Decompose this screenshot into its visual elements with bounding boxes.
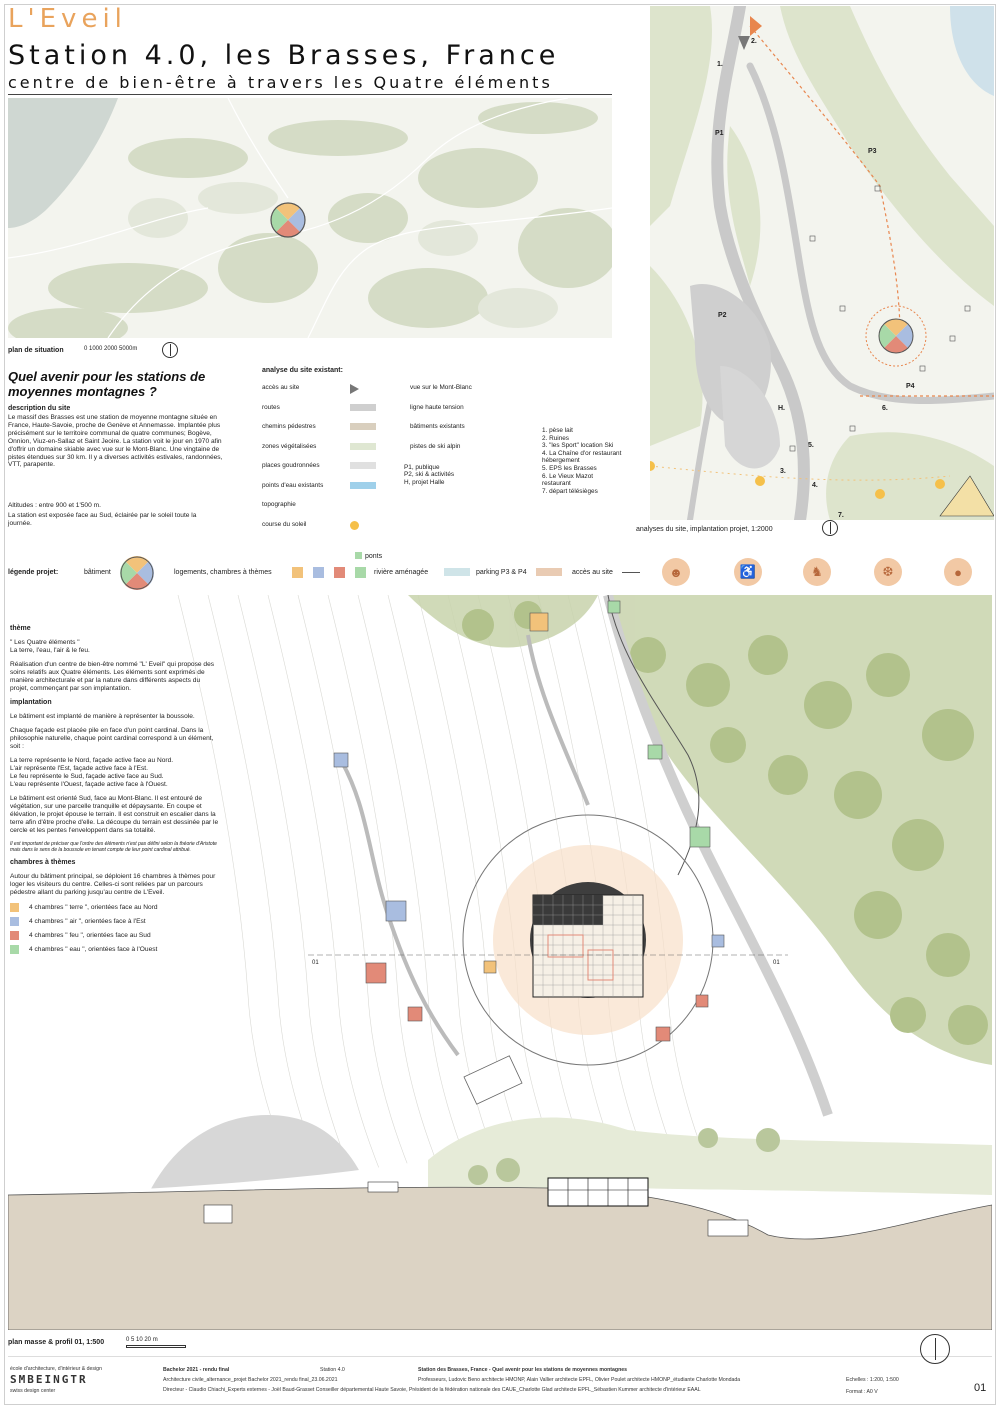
sitemap-label: analyses du site, implantation projet, 1:2000 — [636, 526, 773, 533]
analysis-legend-swatch — [350, 482, 376, 489]
room-swatch-fire — [334, 567, 345, 578]
page-title: Station 4.0, les Brasses, France — [8, 40, 560, 71]
analysis-legend-item — [262, 501, 392, 511]
analysis-legend-label: accès au site — [262, 384, 300, 391]
analysis-legend-item — [262, 482, 392, 492]
analysis-legend-item — [410, 404, 530, 411]
rooms-paragraph: Autour du bâtiment principal, se déploient 16 chambres à thèmes pour loger les visiteurs du centre. Celles-ci sont reliées par un parcours pédestre allant du parking jusqu'au centre de L'Eveil. — [10, 873, 216, 896]
footer-line-3: Directeur - Claudio Chiachi_Experts externes - Joël Baud-Grasset Conseiller départemental Haute Savoie, Président de la fédération nationale des CAUE_Charlotte Glad architecte EPFL_Sébastien Kummer architecte d'intérieur EAAL — [163, 1387, 701, 1393]
analysis-legend-swatch — [350, 423, 376, 430]
analysis-legend-swatch — [350, 501, 376, 508]
room-color-swatch — [10, 917, 19, 926]
analysis-legend-swatch — [350, 462, 376, 469]
site-profile-section — [8, 1100, 992, 1330]
rooms-legend — [10, 903, 220, 954]
page-number: 01 — [974, 1382, 987, 1394]
footer-professors: Professeurs, Ludovic Beno architecte HMONP, Alain Vallier architecte EPFL, Olivier Poulet architecte HMONP_étudiante Charlotte Mondada — [418, 1377, 741, 1383]
analysis-legend-item — [410, 423, 530, 430]
theme-text-column — [10, 625, 220, 959]
main-building-plan — [533, 895, 643, 997]
access-arrow-icon — [622, 572, 640, 573]
map-label-h: H. — [778, 405, 785, 412]
legend-access-label: accès au site — [572, 569, 613, 576]
map-label-p3: P3 — [868, 148, 877, 155]
room-legend-label: 4 chambres " air ", orientées face à l'Est — [29, 918, 146, 925]
map-label-3: 3. — [780, 468, 786, 475]
footer-line-2: Architecture civile_alternance_projet Bachelor 2021_rendu final_23.06.2021 — [163, 1377, 338, 1383]
analysis-legend-item — [410, 443, 530, 450]
analysis-legend-label: pistes de ski alpin — [410, 442, 461, 450]
theme-paragraph: Réalisation d'un centre de bien-être nommé "L' Eveil" qui propose des soins relatifs aux Quatre éléments. Les éléments sont exprimés de manière architecturale et par la nature dans différents aspects du projet, commençant par son implantation. — [10, 661, 215, 692]
analysis-legend-label: zones végétalisées — [262, 442, 317, 450]
river-swatch — [444, 568, 470, 576]
pedestrian-icon: ☻ — [662, 558, 690, 586]
room-color-swatch — [10, 903, 19, 912]
map-label-1: 1. — [717, 61, 723, 68]
altitudes-text: Altitudes : entre 900 et 1'500 m. — [8, 502, 101, 509]
analysis-legend-label: bâtiments existants — [410, 423, 465, 430]
theme-quote: " Les Quatre éléments " — [10, 639, 80, 646]
description-heading: description du site — [8, 405, 71, 412]
room-legend-label: 4 chambres " eau ", orientées face à l'Ouest — [29, 946, 158, 953]
footer-project-name: Station 4.0 — [320, 1367, 345, 1373]
analysis-legend-swatch — [350, 521, 359, 530]
analysis-legend-swatch — [350, 443, 376, 450]
horse-rider-icon: ♞ — [803, 558, 831, 586]
analysis-legend-item — [262, 423, 392, 433]
map-label-4: 4. — [812, 482, 818, 489]
parking-item: P2, ski & activités — [404, 471, 455, 479]
analysis-legend-label: course du soleil — [262, 520, 307, 528]
legend-rooms-label: logements, chambres à thèmes — [174, 569, 272, 576]
analysis-legend-left — [262, 384, 392, 544]
parking-item: H, projet Halle — [404, 478, 445, 486]
building-compass-icon — [120, 556, 154, 590]
footer-divider — [8, 1356, 992, 1357]
analysis-legend-label: points d'eau existants — [262, 481, 324, 489]
room-legend-item — [10, 931, 220, 940]
note-paragraph: Il est important de préciser que l'ordre des éléments n'est pas défini selon la théorie d'Aristote mais dans le sens de la boussole en tenant compte de leur point cardinal attribué. — [10, 841, 217, 853]
legend-river-label: rivière aménagée — [374, 569, 429, 576]
school-tagline: swiss design center — [10, 1388, 56, 1394]
analysis-heading: analyse du site existant: — [262, 367, 343, 374]
room-legend-label: 4 chambres " feu ", orientées face au Sud — [29, 932, 151, 939]
building-section — [548, 1178, 648, 1206]
building-item: 4. La Chaîne d'or restaurant hébergement — [542, 449, 622, 465]
parking-item: P1, publique — [404, 464, 440, 471]
map-label-6: 6. — [882, 405, 888, 412]
theme-elements: La terre, l'eau, l'air & le feu. — [10, 647, 90, 654]
situation-label: plan de situation — [8, 347, 64, 354]
site-analysis-map — [650, 6, 994, 520]
map-label-p1: P1 — [715, 130, 724, 137]
north-arrow-icon — [920, 1334, 950, 1364]
map-label-5: 5. — [808, 442, 814, 449]
theme-heading: thème — [10, 625, 31, 632]
situation-map — [8, 98, 612, 338]
analysis-legend-item — [262, 384, 392, 394]
analysis-legend-item — [262, 521, 392, 531]
situation-scale: 0 1000 2000 5000m — [84, 346, 138, 352]
room-swatch-water — [355, 567, 366, 578]
cut-label-right: 01 — [773, 960, 780, 966]
room-swatch-earth — [292, 567, 303, 578]
analysis-legend-item — [410, 384, 530, 391]
description-text: Le massif des Brasses est une station de moyenne montagne située en France, Haute-Savoie, proche de Genève et Annemasse. Implantée plus précisément sur le territoire communal de quatre communes; Bogève, Onnion, Viuz-en-Sallaz et Saint Jeoire. La station voit le jour en 1970 afin d'offrir un domaine skiable avec vue sur le Mont-Blanc. Une vingtaine de pistes étendues sur 30 km. Il y a diverses activités estivales, randonnées, VTT, parapente. — [8, 414, 223, 469]
scale-bar — [126, 1345, 186, 1348]
legend-bridges-label: ponts — [365, 553, 383, 560]
school-logo: SMBEINGTR — [10, 1373, 88, 1386]
title-divider — [8, 94, 612, 95]
analysis-legend-item — [262, 462, 392, 472]
map-label-2: 2. — [751, 38, 757, 45]
analysis-legend-swatch — [350, 404, 376, 411]
bridge-swatch — [355, 552, 362, 559]
room-color-swatch — [10, 931, 19, 940]
project-legend-title: légende projet: — [8, 569, 59, 576]
exposure-text: La station est exposée face au Sud, éclairée par le soleil toute la journée. — [8, 512, 197, 527]
footer-format: Format : A0 V — [846, 1389, 878, 1395]
analysis-legend-label: vue sur le Mont-Blanc — [410, 384, 472, 391]
room-legend-item — [10, 945, 220, 954]
analysis-legend-label: chemins pédestres — [262, 423, 316, 430]
building-item: 3. "les Sport" location Ski — [542, 442, 614, 450]
car-icon: ● — [944, 558, 972, 586]
footer-site-line: Station des Brasses, France - Quel avenir pour les stations de moyennes montagnes — [418, 1367, 628, 1373]
cardinal-paragraph: Chaque façade est placée pile en face d'un point cardinal. Dans la philosophie naturelle, chaque point cardinal correspond à un élément, soit : — [10, 727, 214, 750]
footer-scales: Echelles : 1:200, 1:500 — [846, 1377, 899, 1383]
analysis-legend-label: ligne haute tension — [410, 403, 464, 411]
building-item: 6. Le Vieux Mazot restaurant — [542, 472, 594, 488]
analysis-legend-swatch — [350, 384, 359, 394]
analysis-legend-item — [262, 404, 392, 414]
orientation-paragraph: Le bâtiment est orienté Sud, face au Mont-Blanc. Il est entouré de végétation, sur une parcelle tranquille et dépaysante. En coupe et élévation, le projet épouse le terrain. Il est construit en escalier dans la terre afin d'être proche d'elle. La découpe du terrain est dessinée par le cercle et les pentes l'enveloppent dans sa totalité. — [10, 795, 219, 834]
element-west: L'eau représente l'Ouest, façade active face à l'Ouest. — [10, 781, 168, 788]
room-color-swatch — [10, 945, 19, 954]
analysis-legend-label: topographie — [262, 501, 296, 508]
building-item: 7. départ télésièges — [542, 487, 598, 495]
parking-swatch — [536, 568, 562, 576]
element-south: Le feu représente le Sud, façade active face au Sud. — [10, 773, 164, 780]
analysis-legend-label: places goudronnées — [262, 462, 320, 469]
room-legend-label: 4 chambres " terre ", orientées face au Nord — [29, 904, 158, 911]
map-label-p4: P4 — [906, 383, 915, 390]
element-north: La terre représente le Nord, façade active face au Nord. — [10, 757, 174, 764]
intro-question: Quel avenir pour les stations de moyennes montagnes ? — [8, 369, 206, 399]
page-subtitle: centre de bien-être à travers les Quatre éléments — [8, 73, 553, 92]
legend-parking-label: parking P3 & P4 — [476, 569, 527, 576]
building-item: 2. Ruines — [542, 434, 569, 442]
snowmobile-icon: ❆ — [874, 558, 902, 586]
school-name: école d'architecture, d'intérieur & design — [10, 1366, 102, 1372]
buildings-list — [542, 427, 622, 495]
site-location-marker — [271, 203, 305, 237]
plan-scale: 0 5 10 20 m — [126, 1337, 158, 1343]
parking-list — [404, 464, 474, 486]
building-item: 5. EPS les Brasses — [542, 464, 597, 472]
analysis-legend-label: routes — [262, 403, 280, 411]
map-label-p2: P2 — [718, 312, 727, 319]
plan-label: plan masse & profil 01, 1:500 — [8, 1339, 105, 1346]
map-label-7: 7. — [838, 512, 844, 519]
implantation-heading: implantation — [10, 699, 52, 706]
legend-building-label: bâtiment — [84, 569, 111, 576]
brand-logo: L'Eveil — [8, 4, 127, 34]
implantation-paragraph: Le bâtiment est implanté de manière à représenter la boussole. — [10, 713, 195, 720]
room-legend-item — [10, 917, 220, 926]
cut-label-left: 01 — [312, 960, 319, 966]
footer-line-1: Bachelor 2021 - rendu final — [163, 1367, 230, 1373]
north-arrow-icon — [822, 520, 838, 536]
room-swatch-air — [313, 567, 324, 578]
building-item: 1. pèse lait — [542, 427, 573, 434]
rooms-heading: chambres à thèmes — [10, 859, 76, 866]
room-legend-item — [10, 903, 220, 912]
wheelchair-icon: ♿ — [734, 558, 762, 586]
element-east: L'air représente l'Est, façade active face à l'Est. — [10, 765, 148, 772]
north-arrow-icon — [162, 342, 178, 358]
analysis-legend-item — [262, 443, 392, 453]
